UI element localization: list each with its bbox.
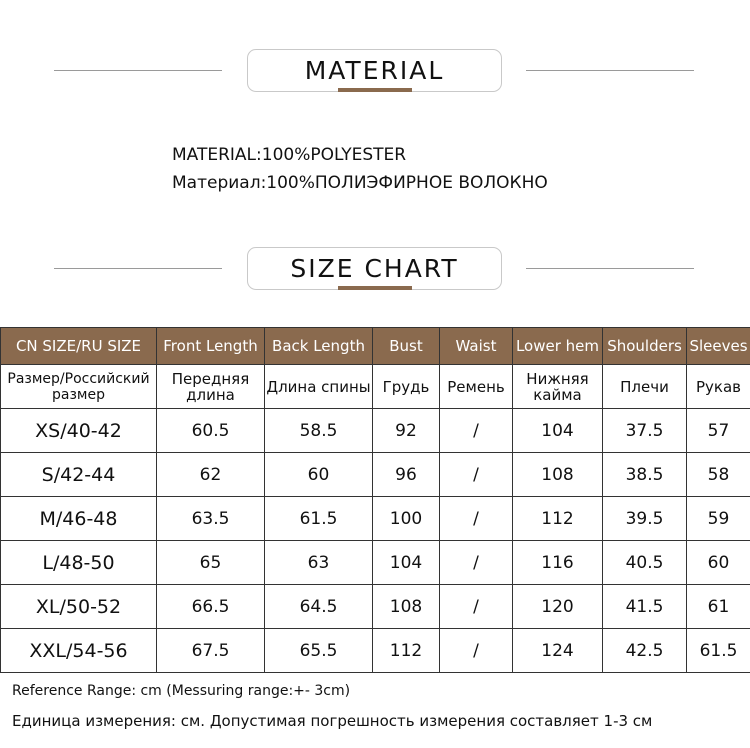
material-heading-text: MATERIAL (304, 56, 445, 85)
table-cell: 57 (687, 409, 750, 453)
size-table (0, 327, 750, 673)
table-cell: / (440, 629, 513, 673)
table-cell: 39.5 (603, 497, 687, 541)
divider-left (54, 70, 222, 71)
material-heading (247, 49, 502, 92)
divider-right (526, 70, 694, 71)
heading-accent-bar (338, 286, 412, 290)
col-header-shoulders: Shoulders (603, 328, 687, 365)
table-cell: 63.5 (157, 497, 265, 541)
table-cell: 60 (687, 541, 750, 585)
table-cell: 61.5 (265, 497, 373, 541)
table-row (1, 629, 750, 673)
table-cell: 62 (157, 453, 265, 497)
header-row-en (1, 328, 750, 365)
table-cell: 61.5 (687, 629, 750, 673)
table-cell: 96 (373, 453, 440, 497)
table-cell: / (440, 541, 513, 585)
material-line-ru: Материал:100%ПОЛИЭФИРНОЕ ВОЛОКНО (172, 173, 548, 193)
col-header-bust: Bust (373, 328, 440, 365)
table-cell: 59 (687, 497, 750, 541)
size-cell: M/46-48 (1, 497, 157, 541)
table-row (1, 409, 750, 453)
table-cell: 42.5 (603, 629, 687, 673)
heading-accent-bar (338, 88, 412, 92)
table-cell: 37.5 (603, 409, 687, 453)
table-cell: 60.5 (157, 409, 265, 453)
col-header-ru: Размер/Российский размер (1, 365, 157, 409)
col-header-back-length: Back Length (265, 328, 373, 365)
col-header-ru: Грудь (373, 365, 440, 409)
col-header-ru: Ремень (440, 365, 513, 409)
col-header-size: CN SIZE/RU SIZE (1, 328, 157, 365)
table-cell: 41.5 (603, 585, 687, 629)
col-header-ru: Рукав (687, 365, 750, 409)
table-cell: / (440, 409, 513, 453)
table-row (1, 541, 750, 585)
table-cell: 116 (513, 541, 603, 585)
col-header-ru: Плечи (603, 365, 687, 409)
table-cell: 38.5 (603, 453, 687, 497)
table-cell: 61 (687, 585, 750, 629)
size-cell: L/48-50 (1, 541, 157, 585)
header-row-ru (1, 365, 750, 409)
table-cell: / (440, 497, 513, 541)
table-cell: 108 (373, 585, 440, 629)
table-cell: 104 (513, 409, 603, 453)
size-chart-heading (247, 247, 502, 290)
col-header-sleeves: Sleeves (687, 328, 750, 365)
table-cell: 124 (513, 629, 603, 673)
size-chart-heading-text: SIZE CHART (290, 254, 459, 283)
size-cell: XXL/54-56 (1, 629, 157, 673)
table-cell: 60 (265, 453, 373, 497)
col-header-waist: Waist (440, 328, 513, 365)
table-row (1, 585, 750, 629)
size-cell: XL/50-52 (1, 585, 157, 629)
material-line-en: MATERIAL:100%POLYESTER (172, 145, 407, 165)
table-cell: 63 (265, 541, 373, 585)
reference-note-ru: Единица измерения: см. Допустимая погрешность измерения составляет 1-3 см (12, 712, 653, 730)
table-cell: / (440, 453, 513, 497)
table-cell: 64.5 (265, 585, 373, 629)
col-header-ru: Передняя длина (157, 365, 265, 409)
table-cell: 108 (513, 453, 603, 497)
table-cell: 100 (373, 497, 440, 541)
table-cell: 92 (373, 409, 440, 453)
size-cell: XS/40-42 (1, 409, 157, 453)
table-cell: 66.5 (157, 585, 265, 629)
table-cell: 104 (373, 541, 440, 585)
table-cell: 58 (687, 453, 750, 497)
table-cell: 120 (513, 585, 603, 629)
table-cell: 112 (513, 497, 603, 541)
col-header-front-length: Front Length (157, 328, 265, 365)
col-header-ru: Нижняя кайма (513, 365, 603, 409)
table-cell: / (440, 585, 513, 629)
table-cell: 65.5 (265, 629, 373, 673)
table-cell: 65 (157, 541, 265, 585)
table-cell: 40.5 (603, 541, 687, 585)
table-cell: 67.5 (157, 629, 265, 673)
size-cell: S/42-44 (1, 453, 157, 497)
table-cell: 58.5 (265, 409, 373, 453)
col-header-ru: Длина спины (265, 365, 373, 409)
divider-left (54, 268, 222, 269)
divider-right (526, 268, 694, 269)
table-cell: 112 (373, 629, 440, 673)
table-row (1, 497, 750, 541)
reference-note-en: Reference Range: cm (Messuring range:+- 3cm) (12, 683, 351, 699)
table-row (1, 453, 750, 497)
col-header-lower-hem: Lower hem (513, 328, 603, 365)
